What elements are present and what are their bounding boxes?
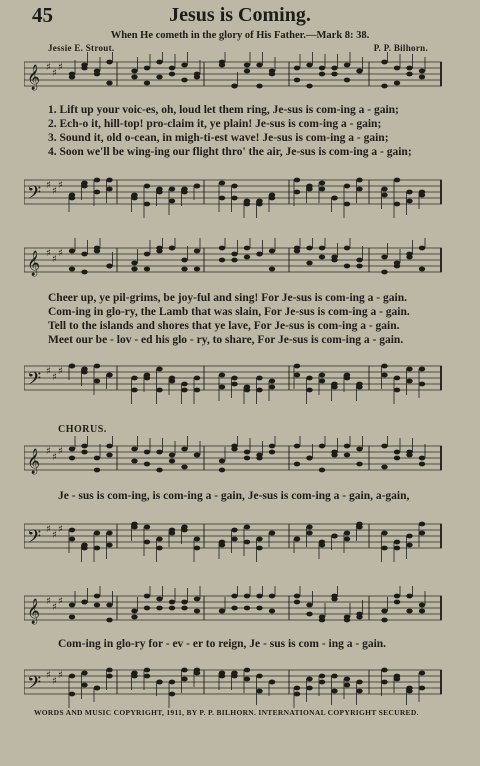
svg-text:♯: ♯ [52, 602, 57, 613]
verse-line: 3. Sound it, old o-cean, in migh-ti-est wave! Je-sus is com-ing a - gain; [48, 132, 389, 144]
scripture-epigraph: When He cometh in the glory of His Father.—Mark 8: 38. [110, 30, 370, 41]
verse-line: Meet our be - lov - ed his glo - ry, to share, For Je-sus is com-ing a - gain. [48, 334, 404, 346]
staff-lines [24, 436, 442, 484]
staff-treble [24, 436, 442, 484]
svg-text:♯: ♯ [46, 180, 51, 191]
verse-line: 2. Ech-o it, hill-top! pro-claim it, ye plain! Je-sus is com-ing a - gain; [48, 118, 382, 130]
svg-text:♯: ♯ [52, 68, 57, 79]
refrain-lines [48, 291, 438, 347]
svg-text:𝄞: 𝄞 [27, 449, 41, 474]
svg-text:♯: ♯ [58, 596, 63, 607]
verse-line: Com-ing in glo-ry, the Lamb that was slain, For Je-sus is com-ing a - gain. [48, 306, 410, 318]
svg-text:♯: ♯ [46, 670, 51, 681]
lyrics-author: Jessie E. Strout. [48, 43, 115, 53]
staff-bass [24, 356, 442, 404]
svg-text:𝄢: 𝄢 [27, 183, 42, 208]
staff-treble [24, 52, 442, 100]
svg-text:𝄞: 𝄞 [27, 599, 41, 624]
svg-text:♯: ♯ [52, 452, 57, 463]
staff-lines [24, 660, 442, 708]
svg-text:♯: ♯ [46, 446, 51, 457]
svg-text:♯: ♯ [46, 366, 51, 377]
svg-text:♯: ♯ [58, 670, 63, 681]
verse-line: Cheer up, ye pil-grims, be joy-ful and sing! For Je-sus is com-ing a - gain. [48, 292, 407, 304]
verse-line: 1. Lift up your voic-es, oh, loud let them ring, Je-sus is com-ing a - gain; [48, 104, 399, 116]
staff-treble [24, 586, 442, 634]
staff-treble [24, 238, 442, 286]
staff-bass [24, 170, 442, 218]
svg-text:♯: ♯ [52, 254, 57, 265]
svg-text:♯: ♯ [58, 524, 63, 535]
composer: P. P. Bilhorn. [373, 43, 428, 53]
svg-text:♯: ♯ [46, 596, 51, 607]
svg-text:♯: ♯ [52, 372, 57, 383]
staff-lines [24, 52, 442, 100]
chorus-label: CHORUS. [58, 424, 107, 435]
staff-bass [24, 514, 442, 562]
svg-text:♯: ♯ [52, 676, 57, 687]
chorus-lyric-line: Com-ing in glo-ry for - ev - er to reign, Je - sus is com - ing a - gain. [58, 638, 387, 650]
svg-text:♯: ♯ [46, 524, 51, 535]
staff-lines [24, 238, 442, 286]
svg-text:♯: ♯ [46, 62, 51, 73]
staff-lines [24, 356, 442, 404]
svg-text:♯: ♯ [52, 530, 57, 541]
chorus-lyric-line: Je - sus is com-ing, is com-ing a - gain, Je-sus is com-ing a - gain, a-gain, [58, 490, 410, 502]
svg-text:♯: ♯ [46, 248, 51, 259]
svg-text:𝄞: 𝄞 [27, 251, 41, 276]
verse-line: Tell to the islands and shores that ye lave, For Je-sus is com-ing a - gain. [48, 320, 400, 332]
staff-bass [24, 660, 442, 708]
copyright-notice: WORDS AND MUSIC COPYRIGHT, 1911, BY P. P. BILHORN. INTERNATIONAL COPYRIGHT SECURED. [34, 708, 419, 717]
svg-text:𝄞: 𝄞 [27, 65, 41, 90]
svg-text:𝄢: 𝄢 [27, 527, 42, 552]
svg-text:♯: ♯ [58, 446, 63, 457]
verses [48, 103, 438, 159]
staff-lines [24, 170, 442, 218]
hymn-title: Jesus is Coming. [169, 4, 311, 26]
svg-text:♯: ♯ [58, 366, 63, 377]
staff-lines [24, 586, 442, 634]
verse-line: 4. Soon we'll be wing-ing our flight thro' the air, Je-sus is com-ing a - gain; [48, 146, 412, 158]
svg-text:𝄢: 𝄢 [27, 673, 42, 698]
svg-text:♯: ♯ [58, 180, 63, 191]
svg-text:𝄢: 𝄢 [27, 369, 42, 394]
hymn-number: 45 [32, 3, 53, 27]
svg-text:♯: ♯ [58, 248, 63, 259]
svg-text:♯: ♯ [52, 186, 57, 197]
svg-text:♯: ♯ [58, 62, 63, 73]
staff-lines [24, 514, 442, 562]
